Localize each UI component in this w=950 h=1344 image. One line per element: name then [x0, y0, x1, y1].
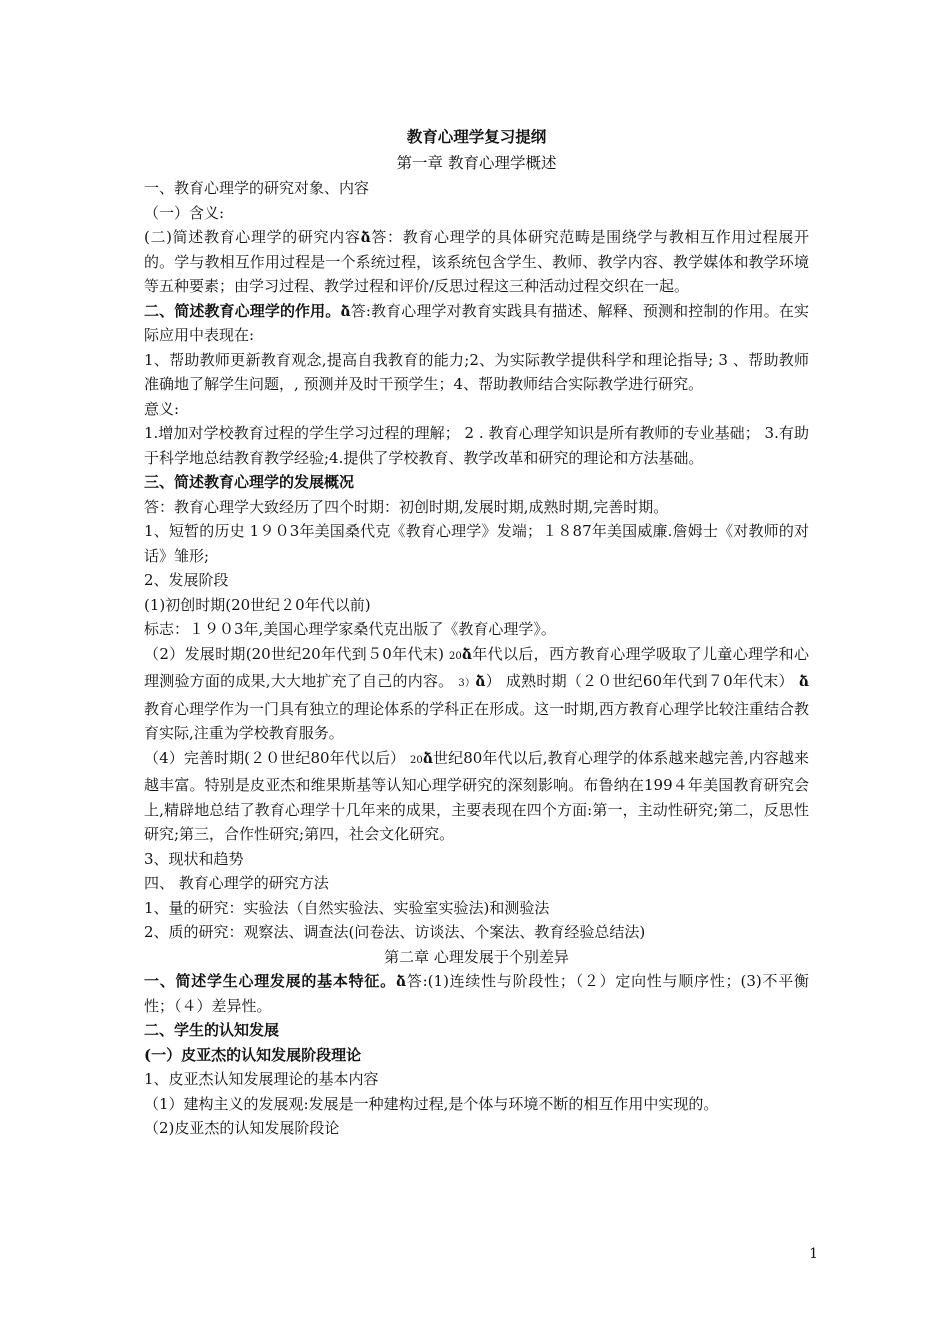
chapter-2-heading: 第二章 心理发展于个别差异	[384, 947, 569, 966]
stage-4-body: 世纪80年代以后,教育心理学的体系越来越完善,内容越来越丰富。特别是皮亚杰和维果斯基等认知心理学研究的深刻影响。布鲁纳在199４年美国教育研究会上,精辟地总结了教育心理学十几年来的成果，主要表现在四个方面:第一，主动性研究;第二，反思性研究;第三，合作性研究;第四，社会文化研究。	[144, 748, 809, 843]
answer-mark: ձ	[340, 301, 351, 320]
document-body	[144, 124, 809, 1141]
section-2-list: 1、帮助教师更新教育观念,提高自我教育的能力;2、为实际教学提供科学和理论指导; 3 、帮助教师准确地了解学生问题，, 预测并及时干预学生；4、帮助教师结合实际教学进行研究。	[144, 350, 809, 393]
section-1-item-2-body: 答：教育心理学的具体研究范畴是围绕学与教相互作用过程展开的。学与教相互作用过程是一个系统过程，该系统包含学生、教师、教学内容、教学媒体和教学环境等五种要素；由学习过程、教学过程和评价/反思过程这三种活动过程交织在一起。	[144, 228, 809, 295]
stage-4-number: 20	[409, 754, 423, 766]
answer-mark: ձ	[475, 672, 486, 690]
section-1-item-2	[144, 225, 809, 299]
stage-2-label: （2）发展时期(20世纪20年代到５0年代末)	[144, 644, 450, 663]
section-2-meaning: 1.增加对学校教育过程的学生学习过程的理解； 2 . 教育心理学知识是所有教师的专业基础； 3.有助于科学地总结教育教学经验;4.提供了学校教育、教学改革和研究的理论和方法基础。	[144, 424, 809, 467]
answer-mark: ձ	[360, 228, 371, 246]
section-3-stage-title: 2、发展阶段	[144, 571, 229, 589]
section-3-stage-4	[144, 746, 809, 847]
section-1-item-1: （一）含义:	[144, 203, 225, 222]
chapter-2-item-1: 1、皮亚杰认知发展理论的基本内容	[144, 1070, 379, 1088]
chapter-2-section-2-title: 二、学生的认知发展	[144, 1021, 280, 1039]
chapter-2-section-1-body: 答:(1)连续性与阶段性；（２）定向性与顺序性；(3)不平衡性；（４）差异性。	[144, 972, 809, 1015]
stage-3-number: 3）	[458, 678, 476, 689]
section-2-paragraph	[144, 299, 809, 348]
stage-4-label: （4）完善时期(２０世纪80年代以后）	[144, 748, 410, 767]
stage-2-number: 20	[449, 650, 462, 662]
section-4-title: 四、 教育心理学的研究方法	[144, 874, 329, 892]
section-3-answer: 答：教育心理学大致经历了四个时期：初创时期,发展时期,成熟时期,完善时期。	[144, 497, 669, 516]
section-2-body: 答:教育心理学对教育实践具有描述、解释、预测和控制的作用。在实际应用中表现在:	[144, 301, 809, 344]
section-3-stage-1-mark: 标志：１９０3年,美国心理学家桑代克出版了《教育心理学》。	[144, 620, 556, 638]
chapter-1-heading: 第一章 教育心理学概述	[396, 154, 557, 172]
chapter-2-section-2-subtitle: (一）皮亚杰的认知发展阶段理论	[144, 1045, 362, 1064]
document-title: 教育心理学复习提纲	[406, 127, 547, 146]
section-3-stages-2-3	[144, 642, 809, 746]
answer-mark: ձ	[395, 972, 407, 990]
stage-2-body: 年代以后，西方教育心理学吸取了儿童心理学和心理测验方面的成果,大大地扩充了自己的内容。	[144, 644, 809, 690]
section-2-meaning-label: 意义:	[144, 399, 180, 418]
answer-mark: ձ	[798, 672, 809, 690]
section-3-trend: 3、现状和趋势	[144, 849, 244, 868]
section-3-title: 三、简述教育心理学的发展概况	[144, 473, 355, 491]
section-4-item-1: 1、量的研究：实验法（自然实验法、实验室实验法)和测验法	[144, 898, 550, 917]
section-3-stage-1: (1)初创时期(20世纪２0年代以前)	[144, 595, 371, 614]
section-4-item-2: 2、质的研究：观察法、调查法(问卷法、访谈法、个案法、教育经验总结法)	[144, 923, 646, 941]
answer-mark: ձ	[461, 644, 473, 663]
section-3-history: 1、短暂的历史 1９０3年美国桑代克《教育心理学》发端；１８87年美国威廉.詹姆士《对教师的对话》雏形;	[144, 522, 809, 565]
stage-3-body: 教育心理学作为一门具有独立的理论体系的学科正在形成。这一时期,西方教育心理学比较注重结合教育实际,注重为学校教育服务。	[144, 699, 809, 742]
page-number: 1	[809, 1246, 818, 1262]
stage-3-label: ） 成熟时期（２０世纪60年代到７0年代末）	[485, 672, 799, 690]
answer-mark: ձ	[422, 748, 433, 767]
chapter-2-item-1b: （2)皮亚杰的认知发展阶段论	[144, 1119, 340, 1137]
chapter-2-section-1-title: 一、简述学生心理发展的基本特征。	[144, 972, 396, 990]
chapter-2-section-1	[144, 969, 809, 1018]
chapter-2-item-1a: （1）建构主义的发展观:发展是一种建构过程,是个体与环境不断的相互作用中实现的。	[144, 1094, 719, 1113]
section-1-item-2-label: (二)简述教育心理学的研究内容	[144, 228, 361, 246]
section-1-title: 一、教育心理学的研究对象、内容	[144, 179, 370, 197]
section-2-title: 二、简述教育心理学的作用。	[144, 301, 341, 320]
